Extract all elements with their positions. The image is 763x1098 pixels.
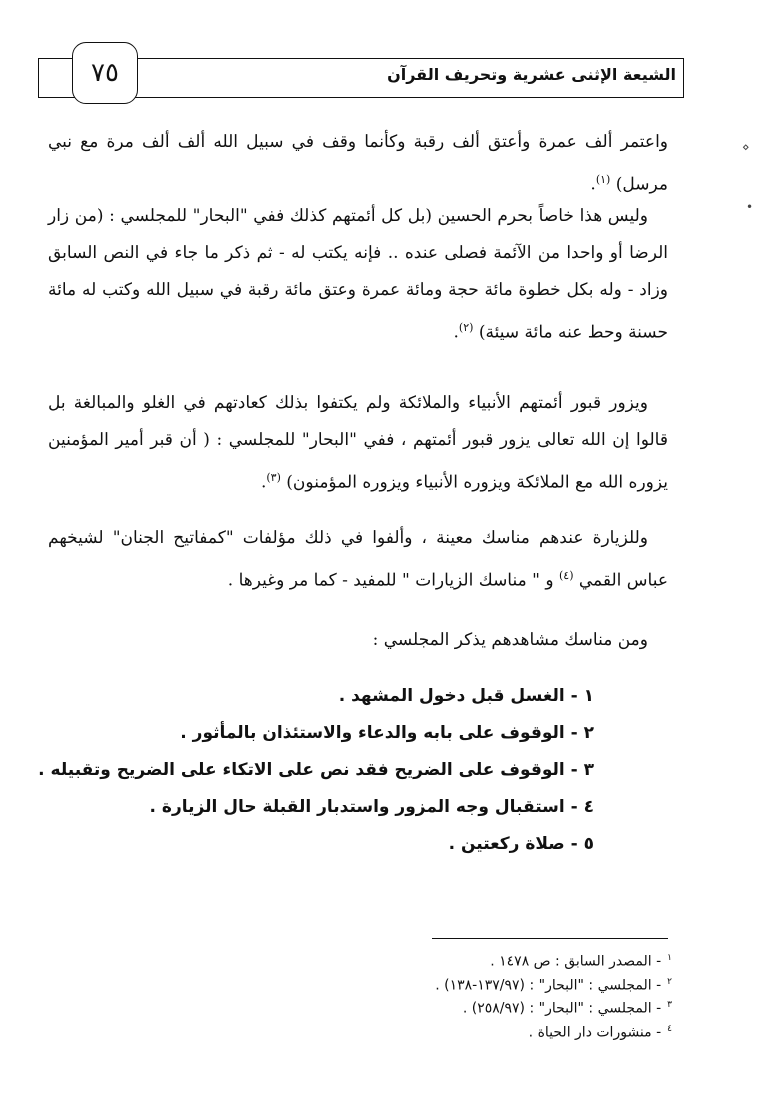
list-item: ٤ - استقبال وجه المزور واستدبار القبلة حال الزيارة . bbox=[149, 797, 594, 817]
running-title: الشيعة الإثنى عشرية وتحريف القرآن bbox=[387, 65, 676, 84]
footnotes bbox=[300, 948, 672, 1043]
paragraph-5: ومن مناسك مشاهدهم يذكر المجلسي : bbox=[372, 630, 648, 650]
page-number: ٧٥ bbox=[72, 42, 138, 104]
footnote: $^٤$- منشورات دار الحياة . bbox=[528, 1023, 672, 1041]
page-header bbox=[38, 58, 684, 98]
rituals-list bbox=[40, 678, 594, 863]
list-item: ١ - الغسل قبل دخول المشهد . bbox=[338, 686, 594, 706]
paragraph-1: واعتمر ألف عمرة وأعتق ألف رقبة وكأنما وقف في سبيل الله ألف ألف مرة مع نبي مرسل) $^{(١)}$. bbox=[48, 132, 668, 195]
paragraph-3: ويزور قبور أئمتهم الأنبياء والملائكة ولم يكتفوا بذلك كعادتهم في الغلو والمبالغة بل قالوا إن الله تعالى يزور قبور أئمتهم ، ففي "البحار" للمجلسي : ( أن قبر أمير المؤمنين يزوره الله مع الملائكة ويزوره الأنبياء ويزوره المؤمنون) $^{(٣)}$. bbox=[48, 393, 668, 493]
list-item: ٥ - صلاة ركعتين . bbox=[448, 834, 594, 854]
footnote: $^١$- المصدر السابق : ص ١٤٧٨ . bbox=[490, 953, 672, 970]
footnote: $^٢$- المجلسي : "البحار" : (١٣٧/٩٧-١٣٨) . bbox=[435, 976, 672, 994]
paragraph-2: وليس هذا خاصاً بحرم الحسين (بل كل أئمتهم كذلك ففي "البحار" للمجلسي : (من زار الرضا أو واحدا من الآئمة فصلى عنده .. فإنه يكتب له - ثم ذكر ما جاء في النص السابق وزاد - وله بكل خطوة مائة حجة ومائة عمرة وعتق مائة رقبة في سبيل الله وكتب له مائة حسنة وحط عنه مائة سيئة) $^{(٢)}$. bbox=[48, 206, 668, 343]
scan-speck: ⋄ bbox=[742, 140, 750, 154]
paragraph-4: وللزيارة عندهم مناسك معينة ، وألفوا في ذلك مؤلفات "كمفاتيح الجنان" لشيخهم عباس القمي $^{(٤)}$ و " مناسك الزيارات " للمفيد - كما مر وغيرها . bbox=[48, 528, 668, 591]
footnote: $^٣$- المجلسي : "البحار" : (٢٥٨/٩٧) . bbox=[462, 1000, 672, 1017]
list-item: ٣ - الوقوف على الضريح فقد نص على الاتكاء على الضريح وتقبيله . bbox=[38, 760, 594, 780]
footnote-separator bbox=[432, 938, 668, 939]
scan-speck: • bbox=[746, 200, 754, 214]
list-item: ٢ - الوقوف على بابه والدعاء والاستئذان بالمأثور . bbox=[180, 723, 594, 743]
